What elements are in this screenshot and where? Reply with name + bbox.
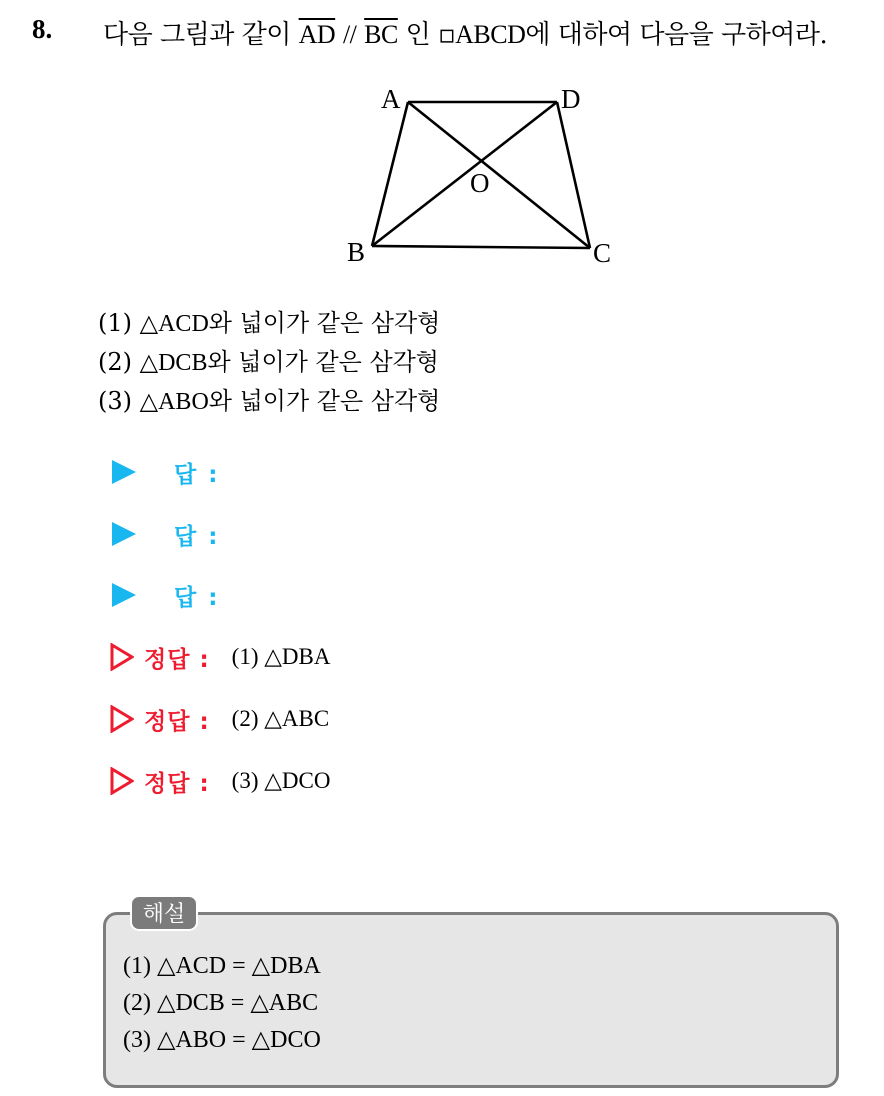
subquestion-1: (1) △ACD와 넓이가 같은 삼각형: [98, 309, 441, 337]
parallel-symbol: //: [342, 20, 357, 49]
problem-stem: [103, 14, 827, 51]
outline-arrow-icon: [110, 767, 134, 795]
answer-row-3[interactable]: [108, 578, 219, 612]
correct-answer-2: 정답 : (2) △ABC: [110, 702, 329, 736]
quad-name: ABCD: [455, 20, 526, 49]
trapezoid-figure: [340, 80, 630, 270]
side-bc: [372, 246, 590, 248]
explanation-line-1: (1) △ACD = △DBA: [123, 953, 321, 979]
label-c: C: [593, 238, 612, 268]
label-d: D: [561, 84, 581, 114]
correct-label: 정답 :: [144, 646, 210, 673]
label-a: A: [381, 84, 401, 114]
play-arrow-icon: [112, 583, 136, 607]
subquestion-3: (3) △ABO와 넓이가 같은 삼각형: [98, 387, 441, 415]
explanation-line-3: (3) △ABO = △DCO: [123, 1027, 321, 1053]
segment-ad: $\overline{AD}$: [298, 20, 336, 49]
label-b: B: [347, 237, 366, 267]
side-ab: [372, 102, 408, 246]
stem-prefix: 다음 그림과 같이: [103, 20, 291, 50]
play-arrow-icon: [112, 460, 136, 484]
explanation-line-2: (2) △DCB = △ABC: [123, 990, 319, 1016]
explanation-tab: 해설: [130, 895, 198, 931]
correct-answer-3: 정답 : (3) △DCO: [110, 764, 330, 798]
correct-value: △ABC: [264, 706, 330, 731]
subquestion-2: (2) △DCB와 넓이가 같은 삼각형: [98, 348, 439, 376]
answer-row-2[interactable]: [108, 517, 219, 551]
stem-middle: 인: [405, 20, 431, 50]
problem-number: 8.: [32, 14, 53, 44]
stem-suffix: 에 대하여 다음을 구하여라.: [525, 20, 828, 50]
diagonal-bd: [372, 102, 557, 246]
segment-bc: $\overline{BC}$: [364, 20, 398, 49]
correct-label: 정답 :: [144, 770, 210, 797]
label-o: O: [470, 168, 490, 198]
correct-answer-1: 정답 : (1) △DBA: [110, 640, 330, 674]
play-arrow-icon: [112, 522, 136, 546]
answer-label: 답 :: [174, 584, 220, 611]
outline-arrow-icon: [110, 643, 134, 671]
correct-value: △DCO: [264, 768, 331, 793]
explanation-lines: [123, 948, 321, 1059]
correct-value: △DBA: [264, 644, 331, 669]
quad-symbol: ▫: [438, 20, 456, 50]
subquestion-list: [98, 304, 440, 421]
answer-label: 답 :: [174, 461, 220, 488]
correct-label: 정답 :: [144, 708, 210, 735]
answer-row-1[interactable]: [108, 455, 219, 489]
outline-arrow-icon: [110, 705, 134, 733]
answer-label: 답 :: [174, 523, 220, 550]
